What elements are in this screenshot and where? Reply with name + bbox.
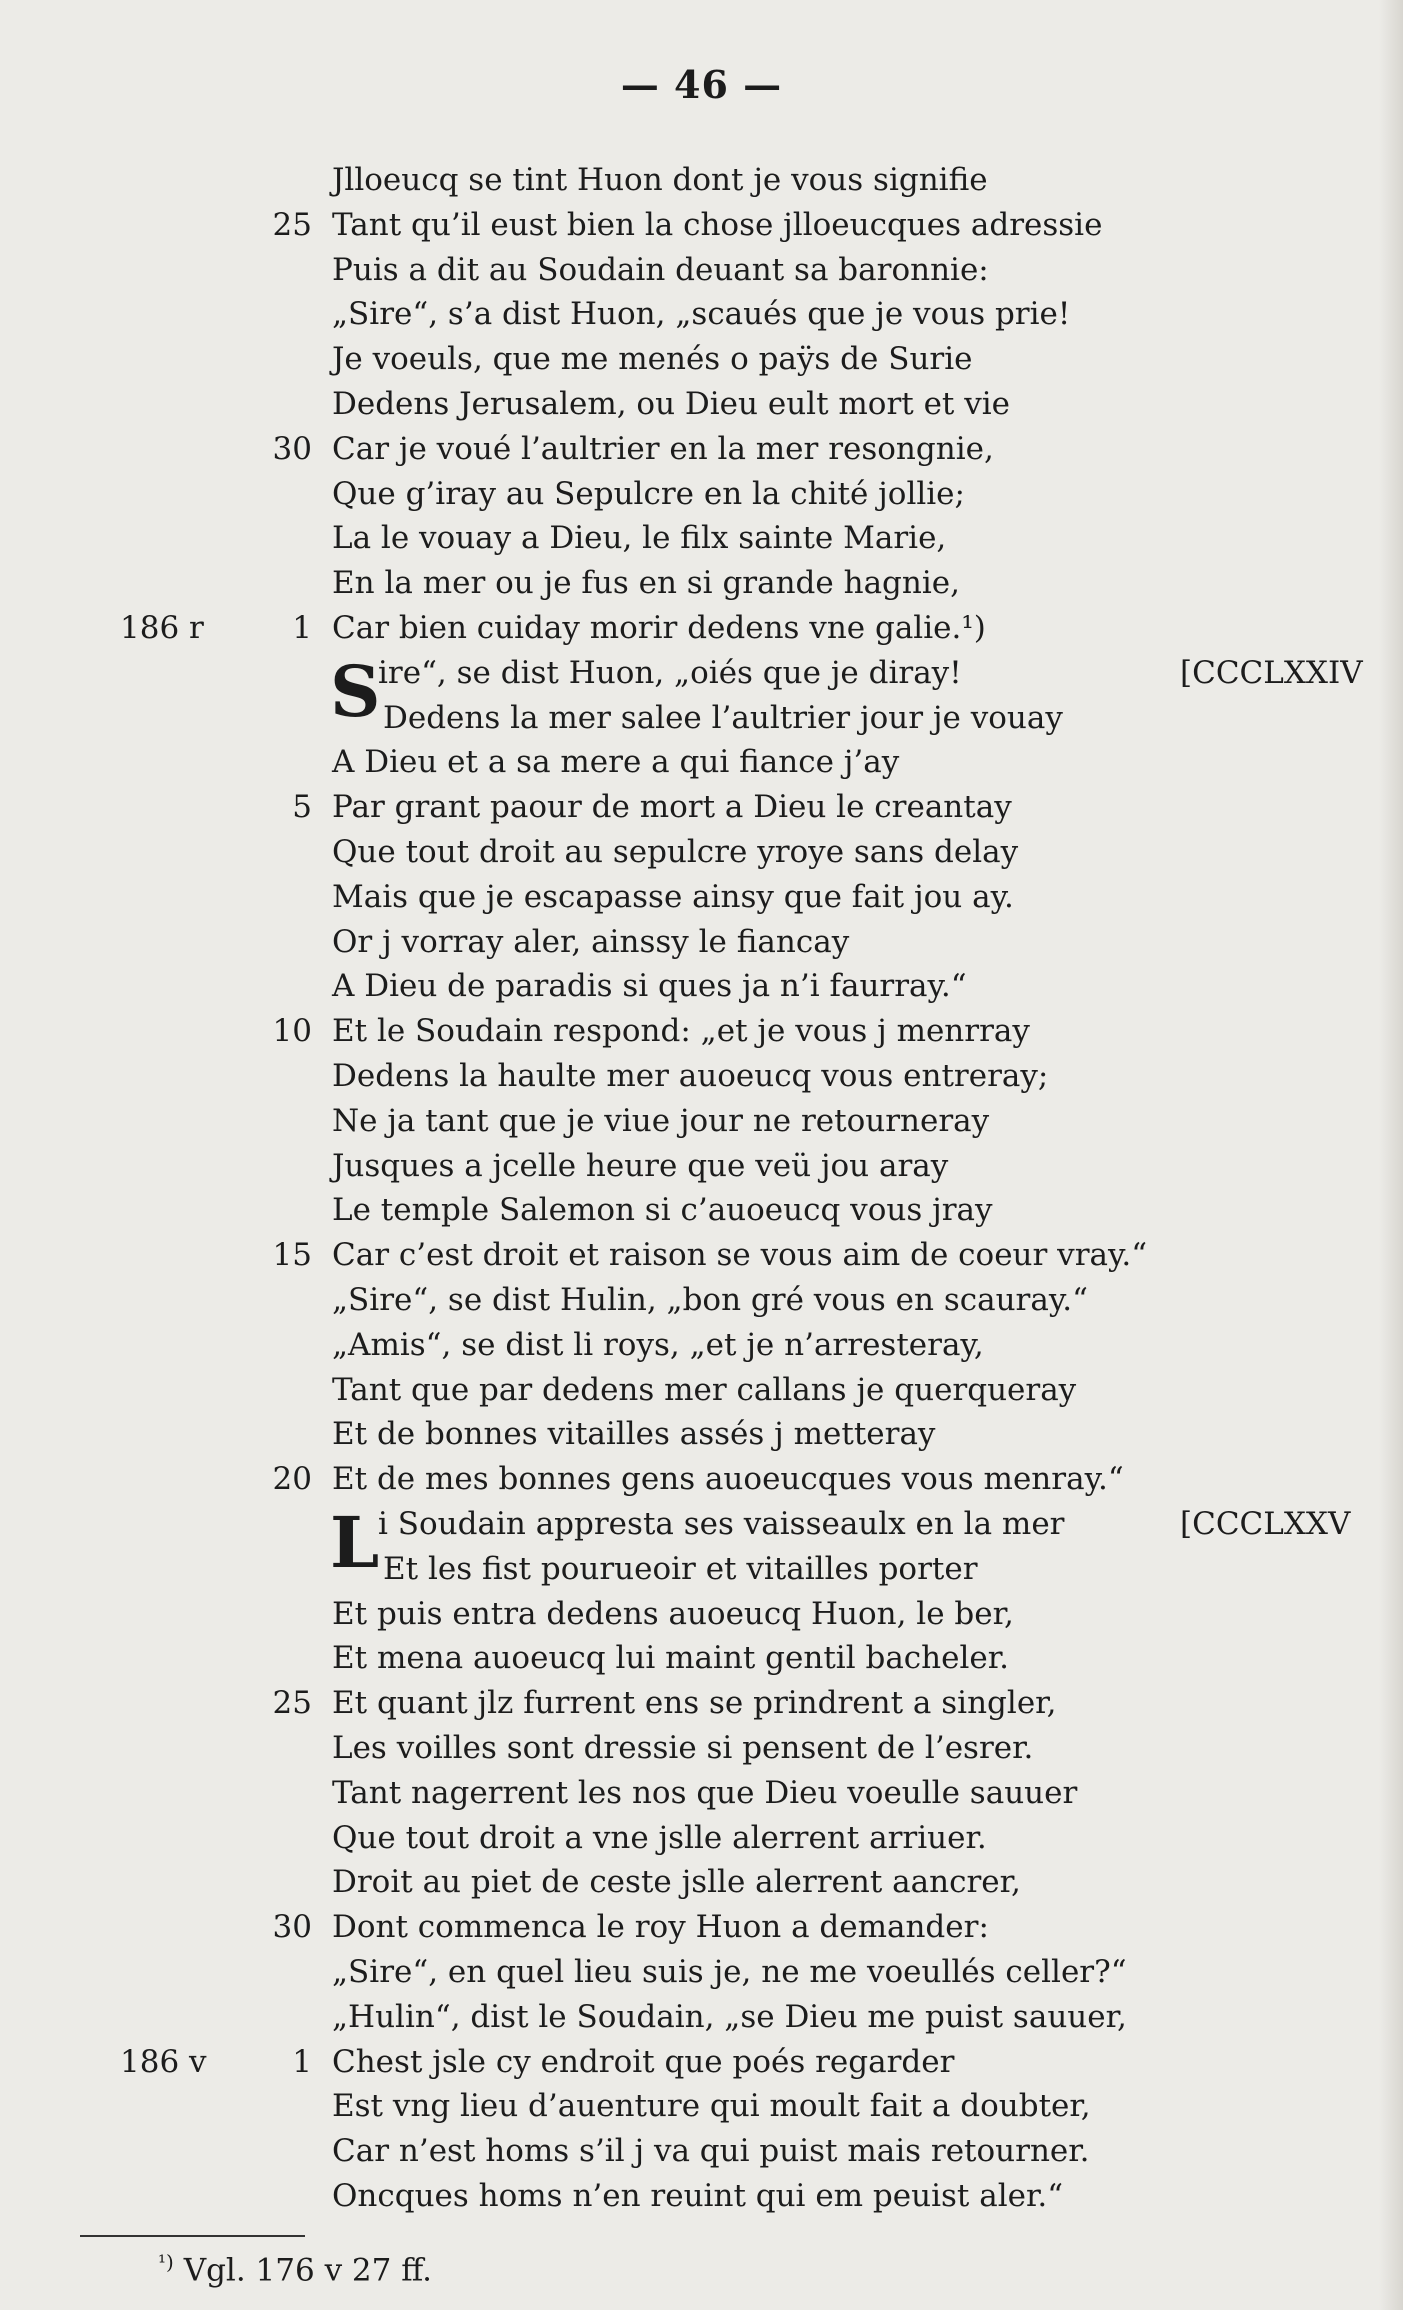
verse-text-line: A Dieu de paradis si ques ja n’i faurray.“ (332, 968, 967, 1005)
verse-line (0, 1950, 1403, 1995)
verse-text-line: ire“, se dist Huon, „oiés que je diray! (378, 654, 962, 691)
verse-line (0, 696, 1403, 741)
verse-line (0, 1905, 1403, 1950)
verse-text-line: Est vng lieu d’auenture qui moult fait a doubter, (332, 2088, 1091, 2125)
verse-text-line: Car je voué l’aultrier en la mer resongnie, (332, 430, 994, 467)
verse-text-line: „Hulin“, dist le Soudain, „se Dieu me puist sauuer, (332, 1998, 1127, 2035)
verse-text-line: La le vouay a Dieu, le filx sainte Marie, (332, 520, 947, 557)
verse-text-line: Et de mes bonnes gens auoeucques vous menray.“ (332, 1461, 1124, 1498)
verse-line (0, 785, 1403, 830)
verse-text-line: Jusques a jcelle heure que veü jou aray (332, 1147, 949, 1184)
verse-text-line: Jlloeucq se tint Huon dont je vous signifie (332, 162, 988, 198)
verse-text-line: Je voeuls, que me menés o paÿs de Surie (332, 341, 973, 378)
verse-line (0, 1771, 1403, 1816)
verse-text-line: Tant que par dedens mer callans je querqueray (332, 1371, 1077, 1408)
verse-text-line: Et quant jlz furrent ens se prindrent a singler, (332, 1685, 1057, 1722)
drop-capital: L (330, 1501, 380, 1584)
verse-line (0, 1412, 1403, 1457)
verse-line (0, 1726, 1403, 1771)
verse-text-line: „Sire“, se dist Hulin, „bon gré vous en scauray.“ (332, 1282, 1088, 1318)
verse-line (0, 158, 1403, 203)
line-number: 25 (272, 1685, 312, 1722)
section-marker: [CCCLXXV (1180, 1506, 1351, 1542)
verse-line (0, 472, 1403, 517)
line-number: 5 (292, 789, 312, 826)
verse-text-line: Tant nagerrent les nos que Dieu voeulle sauuer (332, 1774, 1078, 1811)
verse-line (0, 516, 1403, 561)
verse-line (0, 964, 1403, 1009)
verse-line (0, 1816, 1403, 1861)
line-number: 15 (272, 1237, 312, 1274)
verse-line (0, 2174, 1403, 2219)
verse-text-line: Que tout droit au sepulcre yroye sans delay (332, 834, 1019, 870)
verse-line (0, 1457, 1403, 1502)
verse-text-line: Que g’iray au Sepulcre en la chité jollie; (332, 475, 965, 512)
verse-line (0, 561, 1403, 606)
verse-line (0, 1144, 1403, 1189)
verse-text-line: Car n’est homs s’il j va qui puist mais retourner. (332, 2133, 1090, 2170)
footnote (158, 2240, 432, 2293)
verse-line (0, 740, 1403, 785)
verse-line (0, 920, 1403, 965)
verse-text-line: „Sire“, en quel lieu suis je, ne me voeullés celler?“ (332, 1954, 1127, 1990)
drop-capital: S (330, 649, 381, 733)
section-marker: [CCCLXXIV (1180, 654, 1363, 691)
verse-text-line: Et le Soudain respond: „et je vous j menrray (332, 1013, 1030, 1050)
footnote-rule (80, 2235, 305, 2237)
verse-text-line: Que tout droit a vne jslle alerrent arriuer. (332, 1819, 987, 1856)
line-number: 1 (292, 2043, 312, 2080)
verse-text-line: Car c’est droit et raison se vous aim de coeur vray.“ (332, 1237, 1148, 1274)
verse-text-line: Dedens Jerusalem, ou Dieu eult mort et vie (332, 386, 1011, 422)
verse-text-line: Et mena auoeucq lui maint gentil bacheler. (332, 1640, 1010, 1677)
page-edge (1379, 0, 1403, 2310)
verse-text-line: Par grant paour de mort a Dieu le creantay (332, 789, 1012, 826)
verse-line (0, 248, 1403, 293)
verse-text-line: „Amis“, se dist li roys, „et je n’arresteray, (332, 1326, 984, 1363)
verse-line (0, 1368, 1403, 1413)
footnote-mark: ¹) (158, 2250, 174, 2274)
verse-line (0, 1323, 1403, 1368)
verse-text-line: Car bien cuiday morir dedens vne galie.¹) (332, 610, 986, 646)
verse-line (0, 203, 1403, 248)
folio-marker: 186 r (120, 610, 204, 646)
verse-text-line: Oncques homs n’en reuint qui em peuist aler.“ (332, 2178, 1064, 2214)
verse-text-line: Ne ja tant que je viue jour ne retourneray (332, 1102, 990, 1139)
verse-text-line: Et les fist pourueoir et vitailles porter (383, 1550, 978, 1587)
verse-line (0, 1188, 1403, 1233)
verse-line (0, 1099, 1403, 1144)
page-number: — 46 — (620, 62, 783, 107)
verse-line (0, 1009, 1403, 1054)
verse-line (0, 2129, 1403, 2174)
verse-line (0, 1860, 1403, 1905)
verse-line (0, 2084, 1403, 2129)
line-number: 30 (272, 1909, 312, 1946)
folio-marker: 186 v (120, 2043, 207, 2080)
verse-line (0, 2040, 1403, 2085)
verse-line (0, 875, 1403, 920)
verse-line (0, 606, 1403, 651)
verse-line (0, 1547, 1403, 1592)
verse-line (0, 1278, 1403, 1323)
verse-text-line: Et de bonnes vitailles assés j metteray (332, 1416, 936, 1453)
verse-line (0, 1636, 1403, 1681)
verse-line (0, 1995, 1403, 2040)
verse-line (0, 427, 1403, 472)
verse-text-line: A Dieu et a sa mere a qui fiance j’ay (332, 744, 900, 781)
line-number: 30 (272, 430, 312, 467)
verse-text-line: Mais que je escapasse ainsy que fait jou ay. (332, 878, 1014, 915)
verse-line (0, 1592, 1403, 1637)
verse-line (0, 292, 1403, 337)
verse-text-line: Tant qu’il eust bien la chose jlloeucques adressie (332, 206, 1103, 243)
verse-text-line: Or j vorray aler, ainssy le fiancay (332, 923, 850, 960)
verse-line (0, 830, 1403, 875)
footnote-text: Vgl. 176 v 27 ff. (183, 2252, 433, 2289)
verse-line (0, 1681, 1403, 1726)
line-number: 10 (272, 1013, 312, 1050)
verse-text-line: Droit au piet de ceste jslle alerrent aancrer, (332, 1864, 1021, 1901)
verse-text-line: Les voilles sont dressie si pensent de l’esrer. (332, 1730, 1034, 1766)
verse-text-line: Chest jsle cy endroit que poés regarder (332, 2043, 955, 2080)
verse-text-line: Dedens la haulte mer auoeucq vous entreray; (332, 1058, 1049, 1094)
verse-text-line: i Soudain appresta ses vaisseaulx en la mer (378, 1506, 1065, 1542)
verse-text-line: Puis a dit au Soudain deuant sa baronnie: (332, 251, 989, 288)
verse-line (0, 1233, 1403, 1278)
line-number: 25 (272, 206, 312, 243)
verse-line (0, 382, 1403, 427)
line-number: 1 (292, 610, 312, 646)
verse-text-line: En la mer ou je fus en si grande hagnie, (332, 565, 960, 602)
verse-line (0, 1054, 1403, 1099)
verse-line (0, 337, 1403, 382)
verse-text-line: Dont commenca le roy Huon a demander: (332, 1909, 989, 1946)
verse-text-line: Le temple Salemon si c’auoeucq vous jray (332, 1192, 993, 1229)
line-number: 20 (272, 1461, 312, 1498)
verse-text-line: „Sire“, s’a dist Huon, „scaués que je vous prie! (332, 296, 1071, 333)
verse-text-line: Et puis entra dedens auoeucq Huon, le ber, (332, 1595, 1014, 1632)
verse-text-line: Dedens la mer salee l’aultrier jour je vouay (383, 699, 1063, 736)
